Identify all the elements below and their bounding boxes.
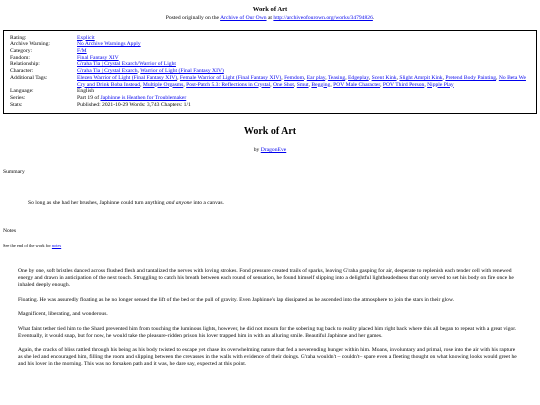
meta-row-warning xyxy=(10,41,530,48)
tag-link[interactable]: POV Third Person xyxy=(382,81,425,88)
stats-value: Published: 2021-10-29 Words: 3,743 Chapters: 1/1 xyxy=(77,101,191,108)
meta-label: Language: xyxy=(10,88,34,95)
tag-link[interactable]: Slight Amrpit Kink xyxy=(399,74,443,81)
notes-link[interactable]: notes xyxy=(51,243,62,249)
tag-link[interactable]: Elezen Warrior of Light (Final Fantasy XIV) xyxy=(77,74,178,81)
warning-link[interactable]: No Archive Warnings Apply xyxy=(77,41,141,48)
work-title: Work of Art xyxy=(243,126,297,138)
metadata-table xyxy=(10,35,530,109)
meta-label: Character: xyxy=(10,68,34,75)
posted-line xyxy=(0,15,540,22)
meta-row-series xyxy=(10,95,530,102)
series-link[interactable]: Japhinne is Heathen for Troublemaker xyxy=(100,94,187,101)
tag-link[interactable]: Female Warrior of Light (Final Fantasy XIV) xyxy=(179,74,282,81)
tag-link[interactable]: Post-Patch 5.3: Reflections in Crystal xyxy=(186,81,271,88)
meta-label: Fandom: xyxy=(10,54,30,61)
posted-at: at xyxy=(266,14,274,21)
work-body xyxy=(18,268,518,367)
archive-link[interactable]: Archive of Our Own xyxy=(220,14,267,21)
summary-heading: Summary xyxy=(3,169,25,176)
tag-link[interactable]: No Beta We Cry and Drink Boba Instead xyxy=(77,74,526,88)
meta-label: Archive Warning: xyxy=(10,41,50,48)
document-title: Work of Art xyxy=(252,6,288,13)
tag-link[interactable]: Femdom xyxy=(284,74,304,81)
character-list: G'raha Tia | Crystal Exarch, Warrior of Light (Final Fantasy XIV) xyxy=(77,68,224,75)
meta-row-character xyxy=(10,68,530,75)
url-suffix: . xyxy=(372,14,375,21)
meta-label: Relationship: xyxy=(10,61,40,68)
meta-row-stats xyxy=(10,102,530,109)
language-value: English xyxy=(77,88,95,95)
tag-link[interactable]: POV Male Character xyxy=(333,81,381,88)
tag-link[interactable]: Edgeplay xyxy=(348,74,369,81)
meta-label: Rating: xyxy=(10,34,27,41)
relationship-link[interactable]: G'raha Tia | Crystal Exarch/Warrior of Light xyxy=(77,61,176,68)
by-text: by xyxy=(253,147,261,154)
meta-row-rating xyxy=(10,35,530,42)
meta-row-tags xyxy=(10,75,530,88)
tag-list: Elezen Warrior of Light (Final Fantasy XIV), Female Warrior of Light (Final Fantasy XIV), Femdom, Ear play, Teasing, Edgeplay, Scent Kink, Slight Amrpit Kink, Pretend Body Painting, No Beta We Cry and Drink Boba Instead, Multiple Orgasms, Post-Patch 5.3: Reflections in Crystal, One Shot, Smut, Begging, POV Male Character, POV Third Person, Nipple Play xyxy=(77,74,526,88)
meta-label: Category: xyxy=(10,48,33,55)
metadata-box xyxy=(3,30,537,115)
summary-text-start: So long as she had her brushes, Japhinne could turn anything xyxy=(28,199,166,206)
meta-row-language xyxy=(10,88,530,95)
tag-link[interactable]: Pretend Body Painting xyxy=(445,74,497,81)
notes-pointer xyxy=(3,243,540,248)
tag-link[interactable]: Smut xyxy=(296,81,309,88)
body-paragraph: One by one, soft bristles danced across flushed flesh and tantalized the nerves with loving strokes. Fond pressure created trails of sparks, leaving G'raha gasping for air, desperate to replenish each tender cell with renewed energy and drawn in anticipation of the next touch. Struggling to catch his breath between each round of sensation, he found himself slipping into a delightful lightheadedness that only served to set his body on fire once he inhaled deeply enough. xyxy=(18,268,514,288)
body-paragraph: Floating. He was assuredly floating as he no longer sensed the lift of the bed or the pull of gravity. Even Japhinne's lap dissipated as he ascended into the atmosphere to join the stars in their glow. xyxy=(18,296,455,303)
summary-text-end: into a canvas. xyxy=(191,199,224,206)
author-link[interactable]: DragonEve xyxy=(260,147,287,154)
byline xyxy=(0,147,540,154)
tag-link[interactable]: Teasing xyxy=(327,74,346,81)
tag-link[interactable]: G'raha Tia | Crystal Exarch xyxy=(77,68,138,75)
meta-row-category xyxy=(10,48,530,55)
work-url-link[interactable]: http://archiveofourown.org/works/34794826 xyxy=(273,14,373,21)
tag-link[interactable]: One Shot xyxy=(272,81,294,88)
tag-link[interactable]: Multiple Orgasms xyxy=(142,81,184,88)
posted-prefix: Posted originally on the xyxy=(165,14,221,21)
tag-link[interactable]: Scent Kink xyxy=(371,74,397,81)
summary-text xyxy=(28,200,540,207)
body-paragraph: Magnificent, liberating, and wonderous. xyxy=(18,311,108,318)
meta-label: Additional Tags: xyxy=(10,74,48,81)
category-link[interactable]: F/M xyxy=(77,48,87,55)
series-prefix: Part 19 of xyxy=(77,94,101,101)
tag-link[interactable]: Warrior of Light (Final Fantasy XIV) xyxy=(140,68,224,75)
fandom-link[interactable]: Final Fantasy XIV xyxy=(77,54,119,61)
meta-label: Series: xyxy=(10,94,26,101)
body-paragraph: Again, the cracks of bliss rattled through his being as his body twisted to escape yet chase its overwhelming nature that fed a neverending hunger within him. Moans, involuntary and primal, rose into the air with his rapture as she led and encouraged him, filling the room and slipping between the crevasses in the walls with evidence of their doings. G'raha wouldn't – couldn't– spare even a fleeting thought on what knowing looks would greet he and his lover in the morning. This was no forsaken path and it was, he dare say, expected at this point. xyxy=(18,347,517,367)
tag-link[interactable]: Ear play xyxy=(306,74,326,81)
meta-label: Stats: xyxy=(10,101,23,108)
tag-link[interactable]: Nipple Play xyxy=(427,81,454,88)
notes-heading: Notes xyxy=(3,228,17,235)
tag-link[interactable]: Begging xyxy=(311,81,331,88)
body-paragraph: What faint tether tied him to the Shard prevented him from touching the luminous lights, however, he did not mourn for the sobering tug back to reality placed him right back where this all began to repeat with a great vigor. Eventually, it would snap, but for now, he would take the pleasure-ridden prison his lover trapped him in with an alluring smile. Beautiful Japhinne and her games. xyxy=(18,325,517,339)
notes-prefix: See the end of the work for xyxy=(3,243,52,249)
rating-link[interactable]: Explicit xyxy=(77,34,95,41)
summary-emphasis: and anyone xyxy=(165,199,192,206)
document-header xyxy=(0,0,540,22)
